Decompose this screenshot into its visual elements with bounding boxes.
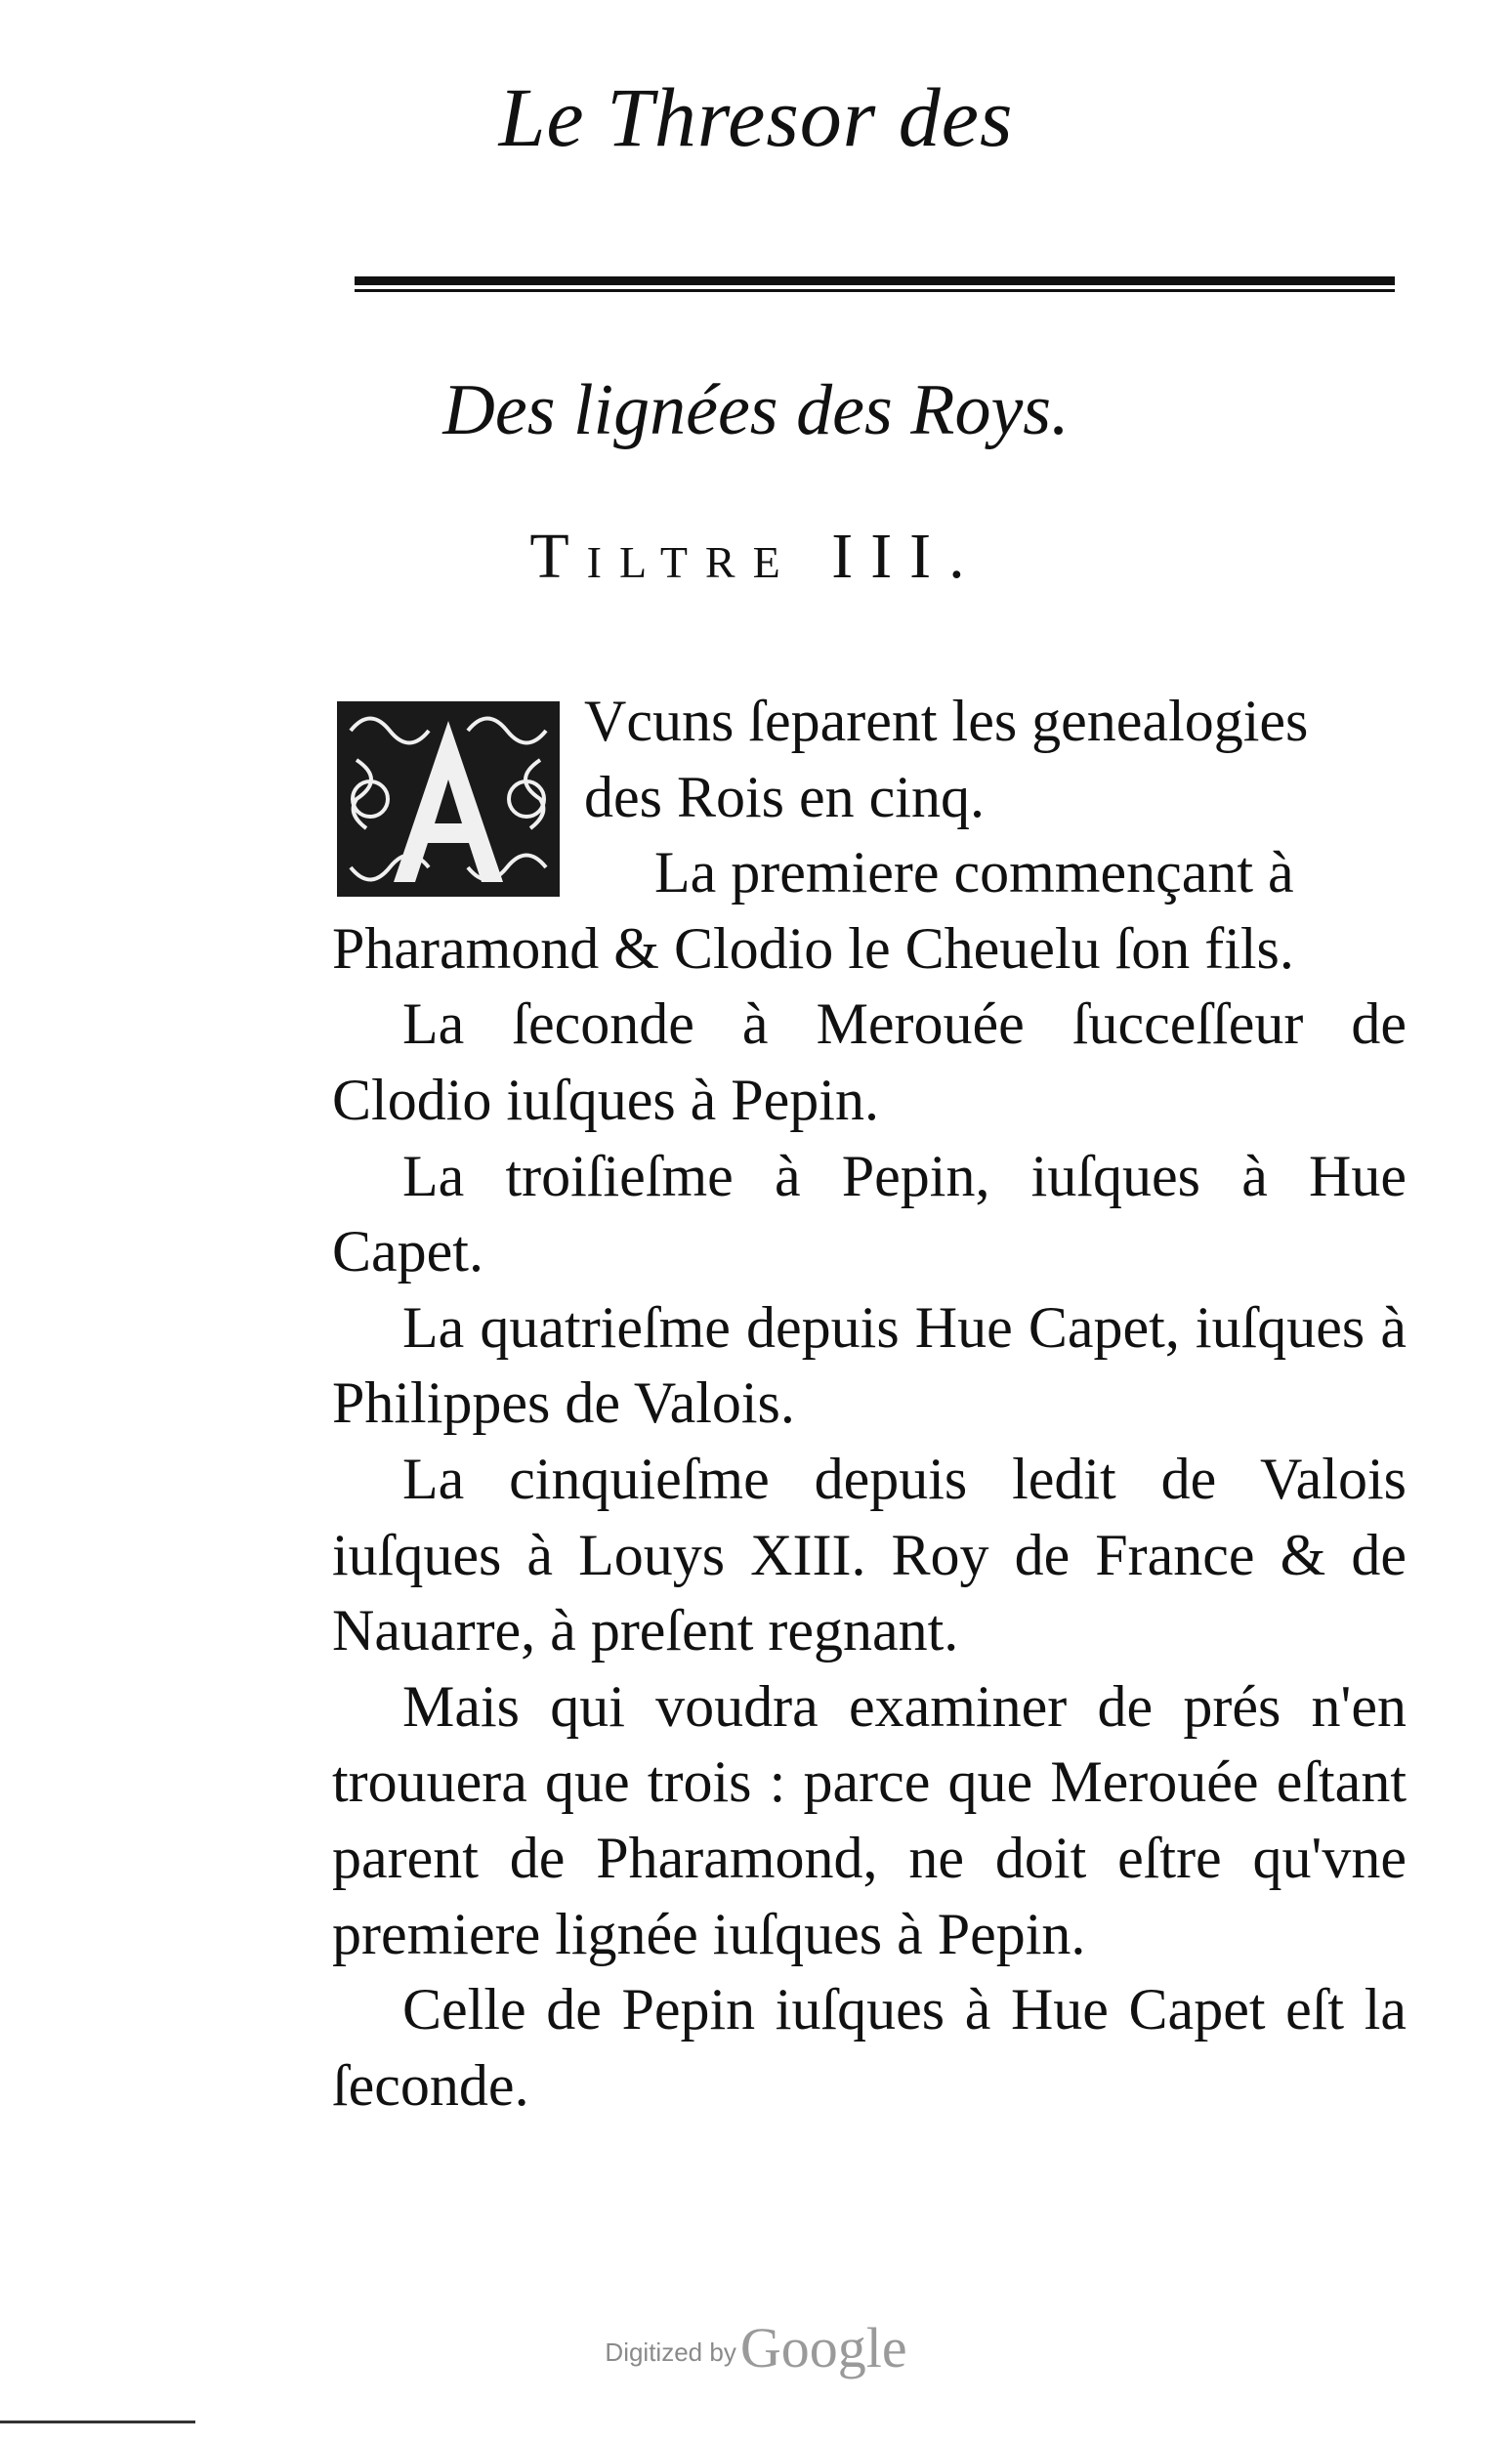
paragraph: Celle de Pepin iuſques à Hue Capet eſt la ſeconde. [332,1977,1407,2118]
digitized-by-label: Digitized by [605,2337,736,2367]
digitized-footer [0,2315,1512,2380]
title-number: Tiltre III. [529,521,983,592]
text-line: des Rois en cinq. [584,764,985,829]
chapter-title: Des lignées des Roys. [442,370,1070,450]
header-rule-thick [355,276,1395,285]
body-text [332,684,1407,2124]
header-rule-thin [355,289,1395,292]
paragraph: La ſeconde à Merouée ſucceſſeur de Clodio iuſques à Pepin. [332,991,1407,1132]
running-head: Le Thresor des [498,70,1014,164]
page-edge-mark [0,2421,195,2423]
paragraph: Pharamond & Clodio le Cheuelu ſon fils. [332,915,1294,981]
text-line: Vcuns ſeparent les genealogies [584,689,1309,753]
google-logo: Google [739,2316,907,2379]
paragraph: Mais qui voudra examiner de prés n'en trouuera que trois : parce que Merouée eſtant parent de Pharamond, ne doit eſtre qu'vne premiere lignée iuſques à Pepin. [332,1673,1407,1966]
paragraph: La troiſieſme à Pepin, iuſques à Hue Capet. [332,1143,1407,1284]
paragraph: La quatrieſme depuis Hue Capet, iuſques à Philippes de Valois. [332,1294,1407,1436]
paragraph: La cinquieſme depuis ledit de Valois iuſques à Louys XIII. Roy de France & de Nauarre, à preſent regnant. [332,1446,1407,1663]
text-line: La premiere commençant à [654,840,1294,905]
